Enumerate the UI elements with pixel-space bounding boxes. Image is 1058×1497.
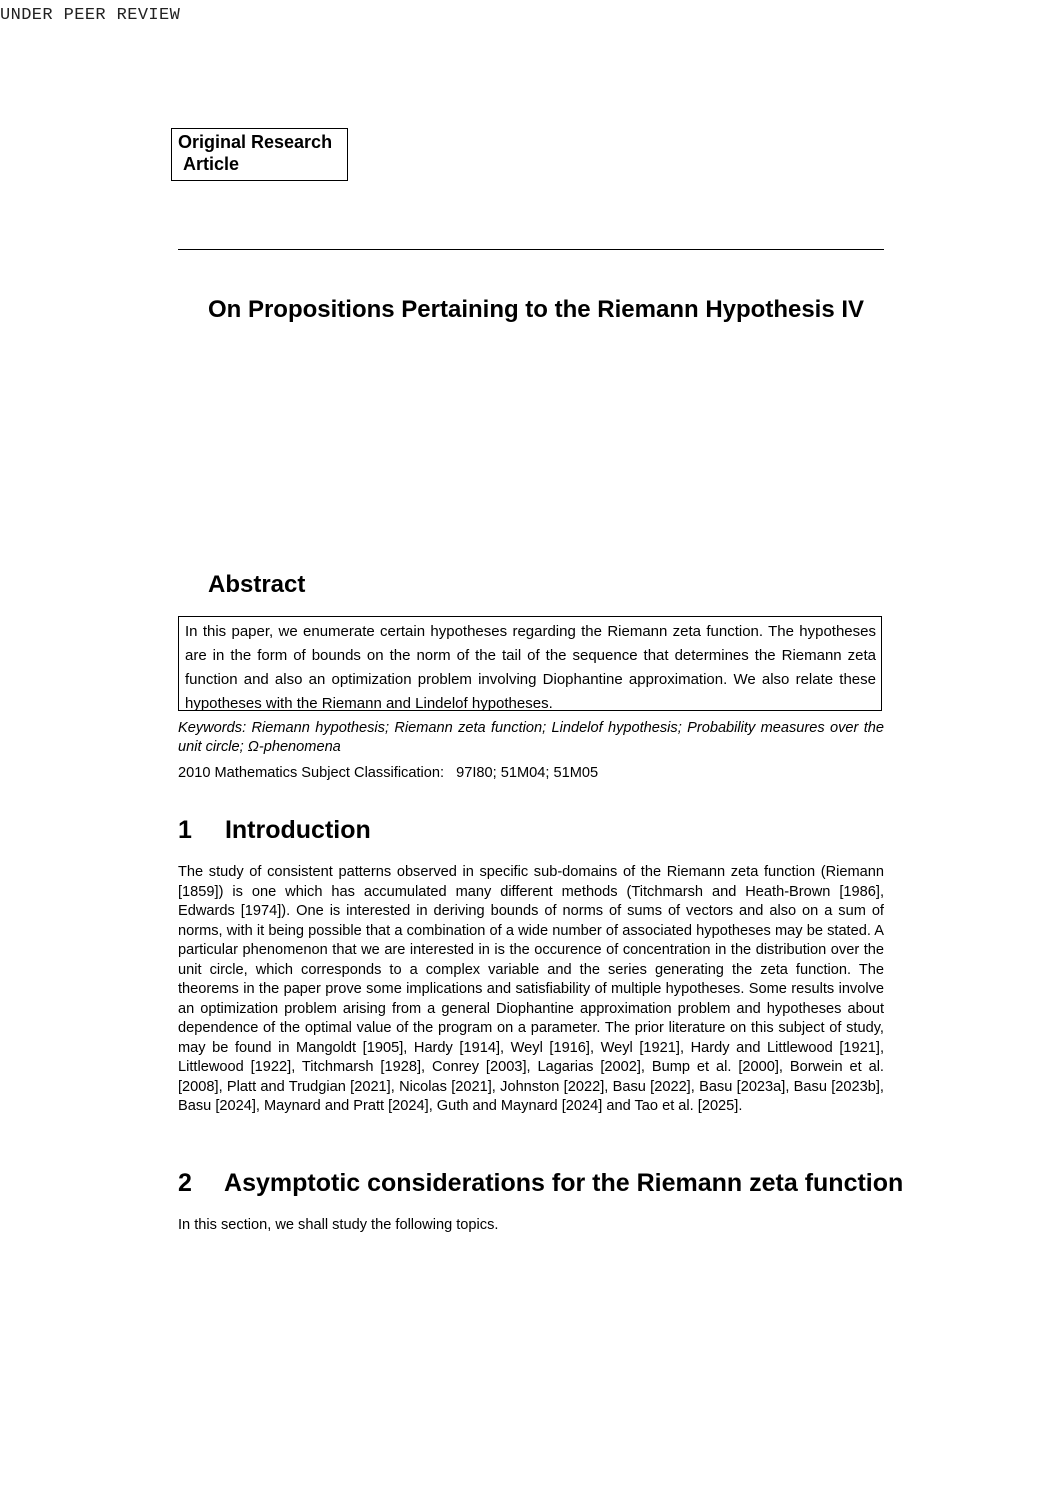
section-2-number: 2 bbox=[178, 1169, 192, 1197]
section-2-title: Asymptotic considerations for the Riemann zeta function bbox=[224, 1169, 904, 1197]
section-1-title: Introduction bbox=[224, 816, 371, 844]
section-2-text: In this section, we shall study the following topics. bbox=[178, 1217, 499, 1233]
title-rule bbox=[178, 249, 884, 250]
abstract-heading: Abstract bbox=[208, 571, 306, 598]
section-1-text: The study of consistent patterns observed in specific sub-domains of the Riemann zeta function (Riemann [1859]) is one which has accumulated many different methods (Titchmarsh and Heath-Brown [1986], Edwards [1974]). One is interested in deriving bounds of norms of sums of vectors and also on a sum of norms, with it being possible that a combination of a wide number of associated hypotheses may be stated. A particular phenomenon that we are interested in is the occurence of concentration in the distribution over the unit circle, which corresponds to a complex variable and the series generating the zeta function. The theorems in the paper prove some implications and satisfiability of multiple hypotheses. Some results involve an optimization problem arising from a general Diophantine approximation problem and hypotheses about dependence of the optimal value of the program on a parameter. The prior literature on this subject of study, may be found in Mangoldt [1905], Hardy [1914], Weyl [1916], Weyl [1921], Hardy and Littlewood [1921], Littlewood [1922], Titchmarsh [1928], Conrey [2003], Lagarias [2002], Bump et al. [2000], Borwein et al. [2008], Platt and Trudgian [2021], Nicolas [2021], Johnston [2022], Basu [2022], Basu [2023a], Basu [2023b], Basu [2024], Maynard and Pratt [2024], Guth and Maynard [2024] and Tao et al. [2025]. bbox=[178, 864, 884, 1114]
abstract-box bbox=[178, 616, 882, 711]
watermark: UNDER PEER REVIEW bbox=[0, 6, 181, 25]
article-type-box bbox=[171, 128, 348, 181]
abstract-text: In this paper, we enumerate certain hypotheses regarding the Riemann zeta function. The hypotheses are in the form of bounds on the norm of the tail of the sequence that determines the Riemann zeta function and also an optimization problem involving Diophantine approximation. We also relate these hypotheses with the Riemann and Lindelof hypotheses. bbox=[185, 623, 876, 712]
paper-title: On Propositions Pertaining to the Riemann Hypothesis IV bbox=[207, 296, 865, 323]
msc-codes: 97I80; 51M04; 51M05 bbox=[456, 765, 599, 781]
article-type-line2: Article bbox=[183, 154, 240, 174]
section-1-number: 1 bbox=[178, 816, 192, 844]
section-1-heading bbox=[178, 815, 371, 845]
keywords: Keywords: Riemann hypothesis; Riemann zeta function; Lindelof hypothesis; Probability measures over the unit circle; Ω-phenomena bbox=[178, 720, 884, 755]
msc-classification bbox=[178, 764, 598, 783]
section-2-heading bbox=[178, 1168, 903, 1198]
msc-label: 2010 Mathematics Subject Classification: bbox=[178, 765, 445, 781]
article-type-line1: Original Research bbox=[178, 132, 333, 152]
